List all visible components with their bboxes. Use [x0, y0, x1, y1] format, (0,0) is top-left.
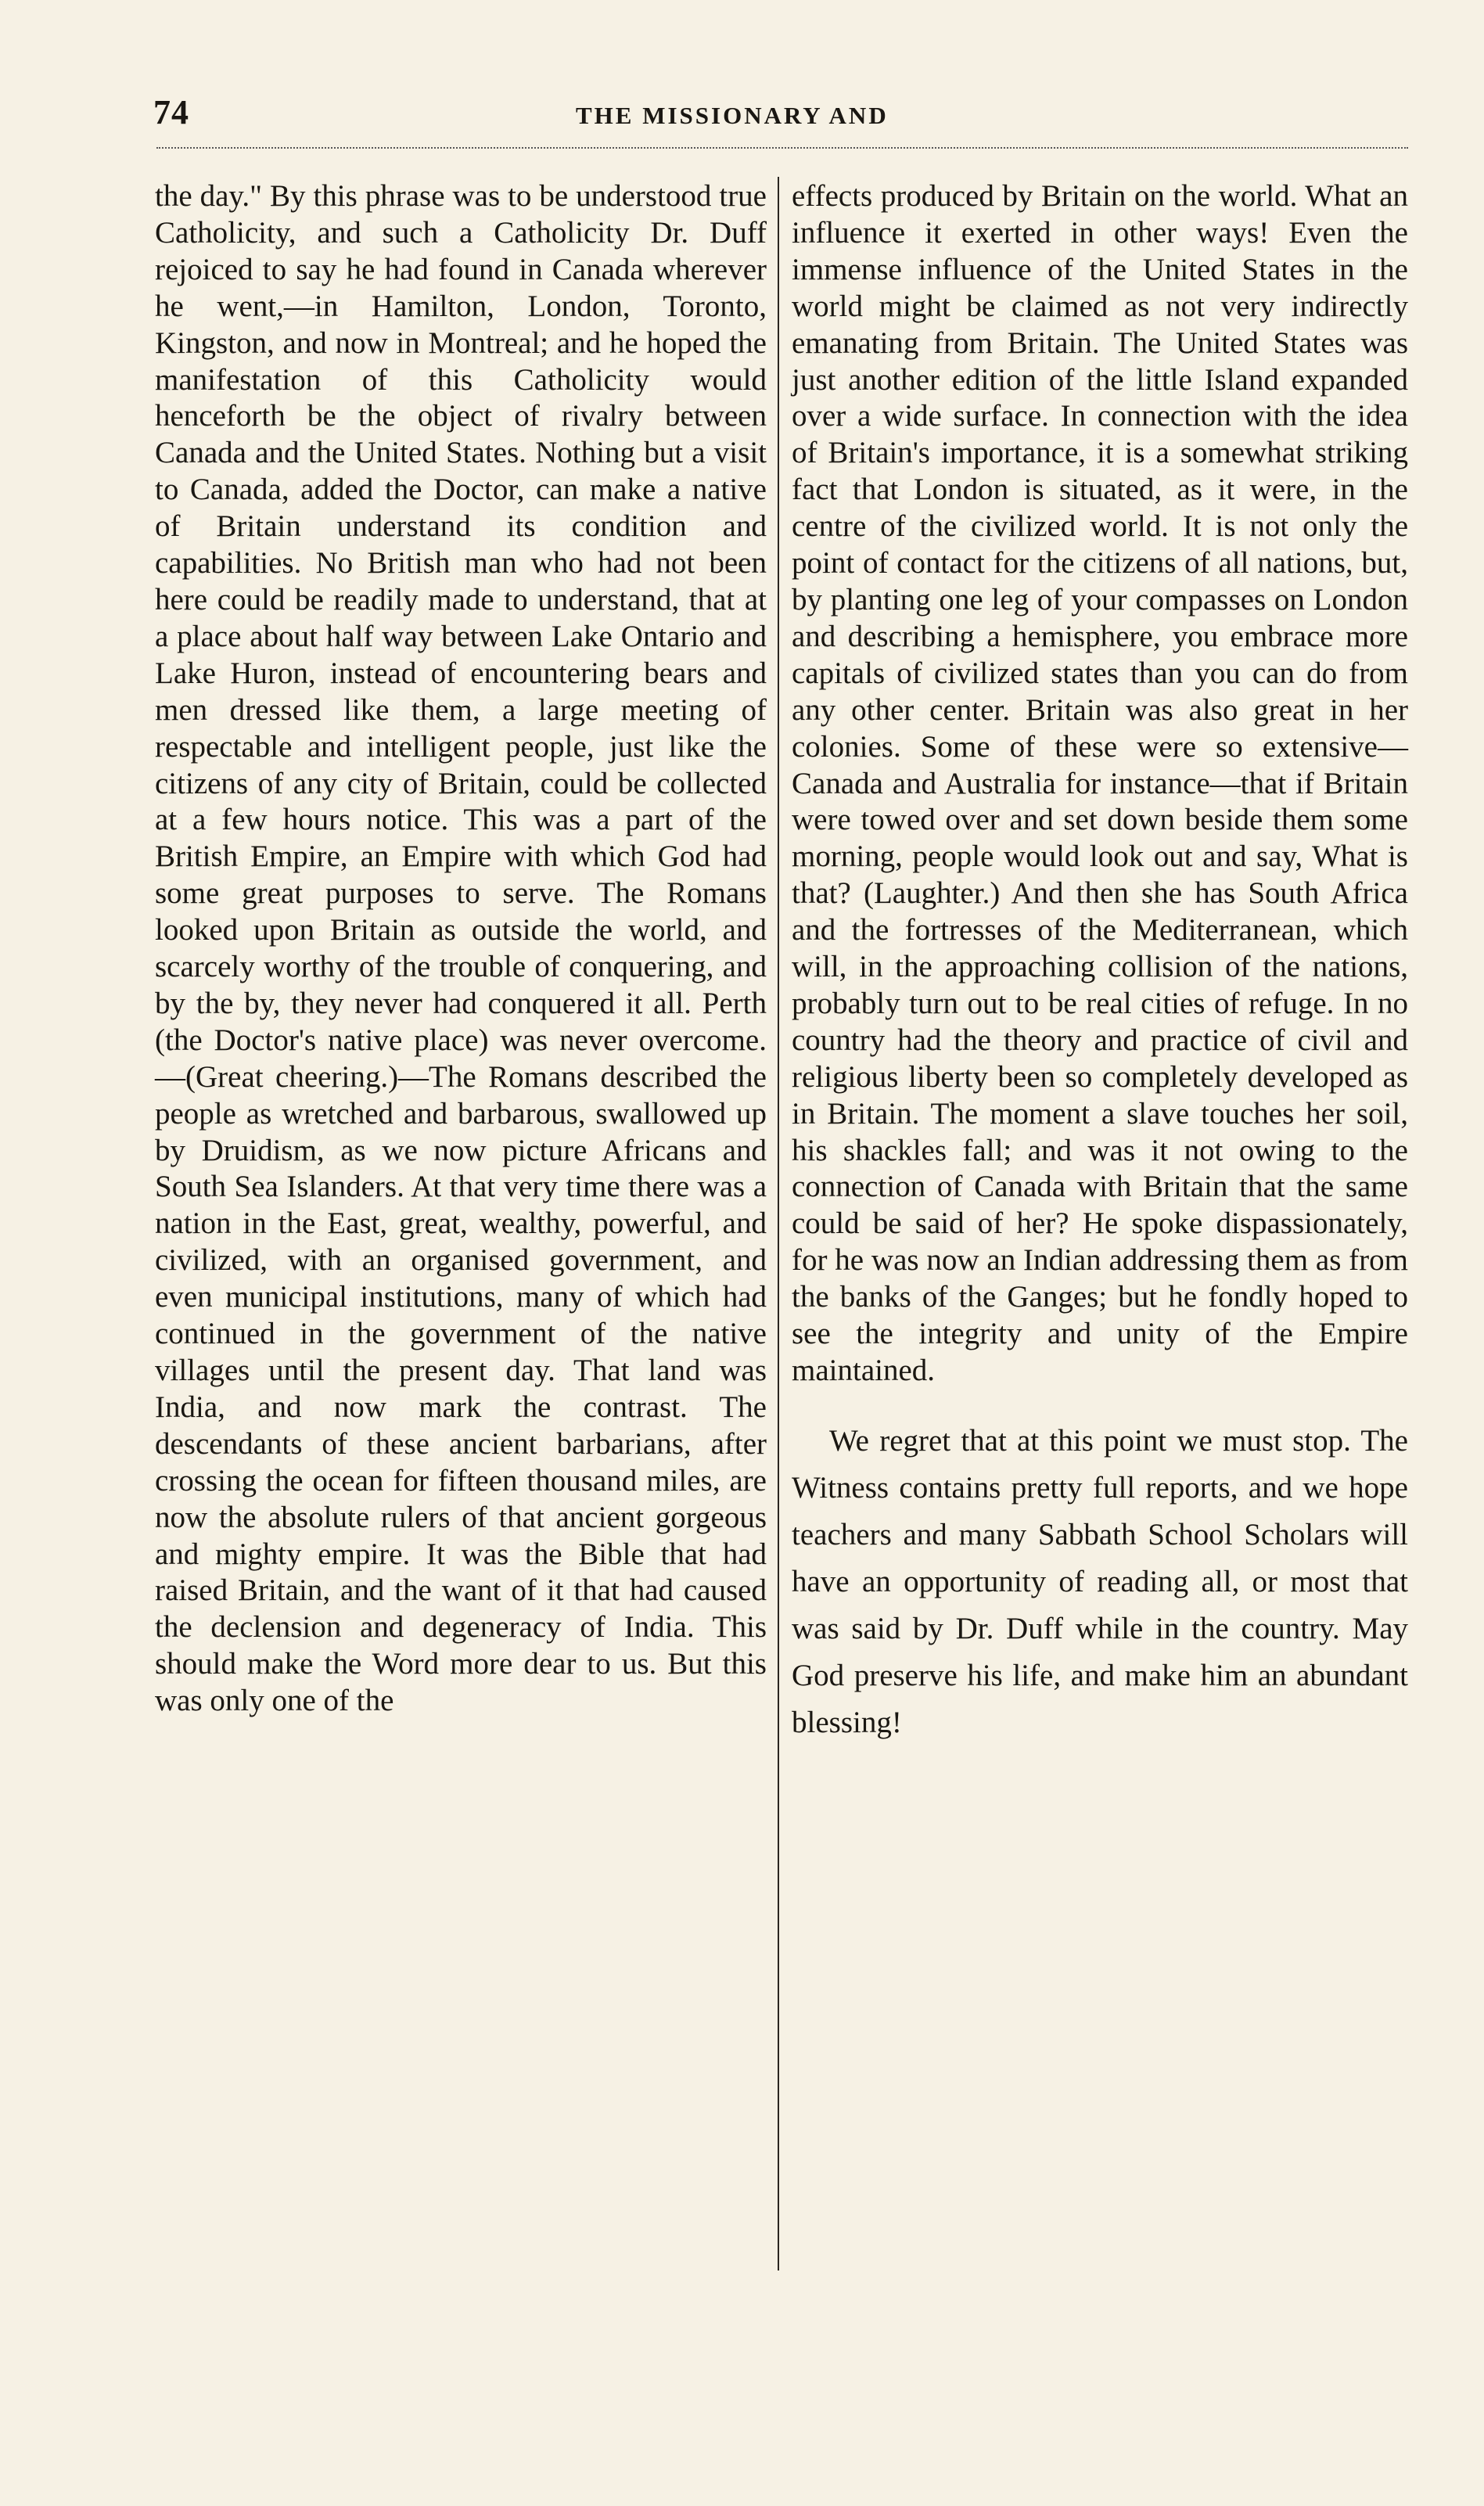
- left-column: [155, 178, 767, 1720]
- header-rule: [156, 147, 1408, 156]
- right-column-paragraph: effects produced by Britain on the world. What an influence it exerted in other ways! Even the immense influence of the United States in the world might be claimed as not very indirectly emanating from Britain. The United States was just another edition of the little Island expanded over a wide surface. In connection with the idea of Britain's importance, it is a somewhat striking fact that London is situated, as it were, in the centre of the civilized world. It is not only the point of contact for the citizens of all nations, but, by planting one leg of your compasses on London and describing a hemisphere, you embrace more capitals of civilized states than you can do from any other center. Britain was also great in her colonies. Some of these were so extensive—Canada and Australia for instance—that if Britain were towed over and set down beside them some morning, people would look out and say, What is that? (Laughter.) And then she has South Africa and the fortresses of the Mediterranean, which will, in the approaching collision of the nations, probably turn out to be real cities of refuge. In no country had the theory and practice of civil and religious liberty been so completely developed as in Britain. The moment a slave touches her soil, his shackles fall; and was it not owing to the connection of Canada with Britain that the same could be said of her? He spoke dispassionately, for he was now an Indian addressing them as from the banks of the Ganges; but he fondly hoped to see the integrity and unity of the Empire maintained.: [792, 179, 1408, 1387]
- page-header: [153, 92, 1421, 139]
- page-number: 74: [153, 93, 189, 131]
- running-head: THE MISSIONARY AND: [576, 102, 889, 129]
- right-column: [792, 178, 1408, 1746]
- left-column-paragraph: the day." By this phrase was to be understood true Catholicity, and such a Catholicity Dr. Duff rejoiced to say he had found in Canada wherever he went,—in Hamilton, London, Toronto, Kingston, and now in Montreal; and he hoped the manifestation of this Catholicity would henceforth be the object of rivalry between Canada and the United States. Nothing but a visit to Canada, added the Doctor, can make a native of Britain understand its condition and capabilities. No British man who had not been here could be readily made to understand, that at a place about half way between Lake Ontario and Lake Huron, instead of encountering bears and men dressed like them, a large meeting of respectable and intelligent people, just like the citizens of any city of Britain, could be collected at a few hours notice. This was a part of the British Empire, an Empire with which God had some great purposes to serve. The Romans looked upon Britain as outside the world, and scarcely worthy of the trouble of conquering, and by the by, they never had conquered it all. Perth (the Doctor's native place) was never overcome.—(Great cheering.)—The Romans described the people as wretched and barbarous, swallowed up by Druidism, as we now picture Africans and South Sea Islanders. At that very time there was a nation in the East, great, wealthy, powerful, and civilized, with an organised government, and even municipal institutions, many of which had continued in the government of the native villages until the present day. That land was India, and now mark the contrast. The descendants of these ancient barbarians, after crossing the ocean for fifteen thousand miles, are now the absolute rulers of that ancient gorgeous and mighty empire. It was the Bible that had raised Britain, and the want of it that had caused the declension and degeneracy of India. This should make the Word more dear to us. But this was only one of the: [155, 179, 767, 1718]
- column-divider: [778, 177, 779, 2271]
- closing-paragraph: We regret that at this point we must stop. The Witness contains pretty full reports, and we hope teachers and many Sabbath School Scholars will have an opportunity of reading all, or most that was said by Dr. Duff while in the country. May God preserve his life, and make him an abundant blessing!: [792, 1423, 1408, 1739]
